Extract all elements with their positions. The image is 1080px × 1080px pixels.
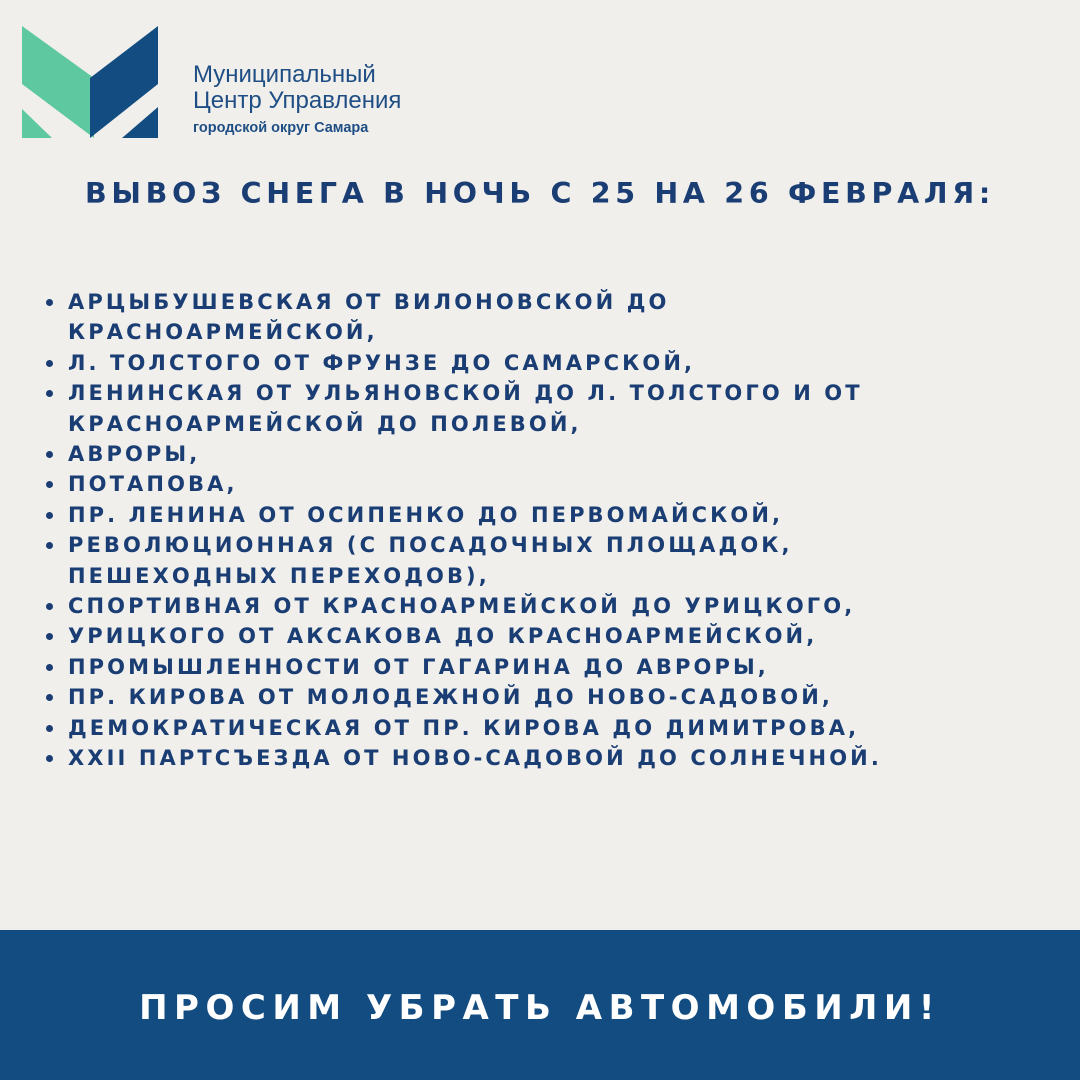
list-item-text: ПР. ЛЕНИНА ОТ ОСИПЕНКО ДО ПЕРВОМАЙСКОЙ,: [68, 502, 784, 527]
list-item-text: УРИЦКОГО ОТ АКСАКОВА ДО КРАСНОАРМЕЙСКОЙ,: [68, 624, 818, 649]
bullet-icon: [46, 299, 53, 306]
street-list: [40, 287, 1060, 774]
list-item: [40, 682, 1060, 712]
list-item: [40, 743, 1060, 773]
bullet-icon: [46, 542, 53, 549]
list-item-text: ДЕМОКРАТИЧЕСКАЯ ОТ ПР. КИРОВА ДО ДИМИТРОВА,: [68, 715, 860, 740]
mcu-m-logo-icon: [22, 26, 162, 138]
list-item: [40, 713, 1060, 743]
bullet-icon: [46, 633, 53, 640]
bullet-icon: [46, 360, 53, 367]
logo-right-corner: [122, 107, 158, 138]
logo-left-corner: [22, 109, 52, 138]
list-item: [40, 500, 1060, 530]
list-item-text: ПОТАПОВА,: [68, 472, 238, 497]
bullet-icon: [46, 451, 53, 458]
list-item-text: Л. ТОЛСТОГО ОТ ФРУНЗЕ ДО САМАРСКОЙ,: [68, 350, 696, 375]
list-item: [40, 591, 1060, 621]
list-item-text: СПОРТИВНАЯ ОТ КРАСНОАРМЕЙСКОЙ ДО УРИЦКОГО,: [68, 594, 856, 619]
list-item-text: КРАСНОАРМЕЙСКОЙ,: [68, 320, 378, 345]
list-item: [40, 652, 1060, 682]
bullet-icon: [46, 664, 53, 671]
list-item-text: АРЦЫБУШЕВСКАЯ ОТ ВИЛОНОВСКОЙ ДО: [68, 290, 670, 314]
list-item: [40, 621, 1060, 651]
bullet-icon: [46, 390, 53, 397]
footer-banner: [0, 930, 1080, 1080]
org-name-line2: Центр Управления: [193, 87, 402, 114]
footer-message: ПРОСИМ УБРАТЬ АВТОМОБИЛИ!: [139, 988, 941, 1028]
mcu-logo-icon: [22, 26, 162, 138]
organization-name: [193, 62, 401, 137]
bullet-icon: [46, 725, 53, 732]
list-item-text: ПЕШЕХОДНЫХ ПЕРЕХОДОВ),: [68, 563, 490, 588]
list-item: [40, 439, 1060, 469]
org-name-line1: Муниципальный: [193, 61, 376, 88]
list-item-text: ПР. КИРОВА ОТ МОЛОДЕЖНОЙ ДО НОВО-САДОВОЙ,: [68, 685, 834, 710]
bullet-icon: [46, 694, 53, 701]
bullet-icon: [46, 481, 53, 488]
list-item: [40, 348, 1060, 378]
list-item: [40, 530, 1060, 591]
list-item-text: АВРОРЫ,: [68, 442, 201, 467]
list-item: [40, 378, 1060, 439]
list-item-text: РЕВОЛЮЦИОННАЯ (С ПОСАДОЧНЫХ ПЛОЩАДОК,: [68, 533, 793, 558]
list-item: [40, 469, 1060, 499]
list-item-text: ЛЕНИНСКАЯ ОТ УЛЬЯНОВСКОЙ ДО Л. ТОЛСТОГО И ОТ: [68, 381, 863, 406]
list-item: [40, 287, 1060, 348]
list-item-text: ПРОМЫШЛЕННОСТИ ОТ ГАГАРИНА ДО АВРОРЫ,: [68, 654, 769, 679]
list-item-text: XXII ПАРТСЪЕЗДА ОТ НОВО-САДОВОЙ ДО СОЛНЕЧНОЙ.: [68, 746, 882, 771]
list-item-text: КРАСНОАРМЕЙСКОЙ ДО ПОЛЕВОЙ,: [68, 411, 582, 436]
bullet-icon: [46, 603, 53, 610]
bullet-icon: [46, 755, 53, 762]
org-subtitle: городской округ Самара: [193, 120, 369, 136]
bullet-icon: [46, 512, 53, 519]
page-title: ВЫВОЗ СНЕГА В НОЧЬ С 25 НА 26 ФЕВРАЛЯ:: [85, 177, 995, 210]
